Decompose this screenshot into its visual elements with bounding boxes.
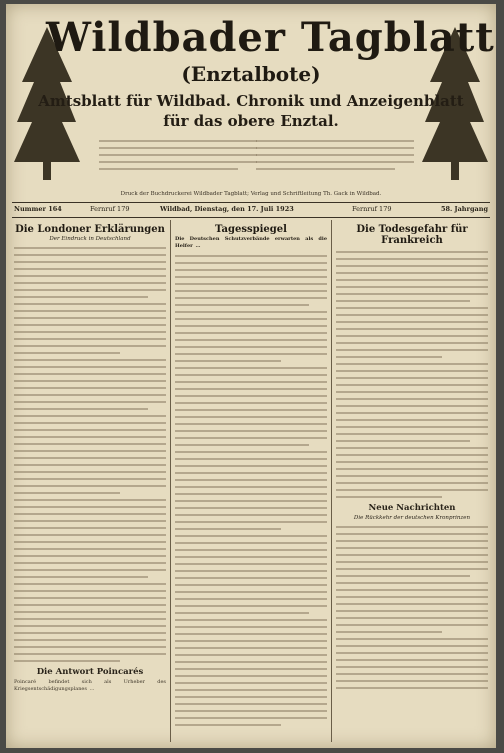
- masthead: [6, 4, 496, 209]
- article-text: [336, 251, 488, 498]
- phone-left: Fernruf 179: [90, 205, 130, 213]
- article-heading: Die Londoner Erklärungen: [15, 224, 165, 235]
- column-separator: [331, 220, 332, 742]
- phone-right: Fernruf 179: [352, 205, 392, 213]
- place-date: Wildbad, Dienstag, den 17. Juli 1923: [160, 205, 294, 213]
- article-text: [175, 255, 327, 726]
- newspaper-title: Wildbader Tagblatt: [46, 14, 495, 61]
- article-lead: Poincaré befindet sich als Urheber des Kriegsentschädigungsplanes …: [14, 679, 166, 693]
- tagline-line-1: Amtsblatt für Wildbad. Chronik und Anzeigenblatt: [38, 92, 464, 110]
- tagline-line-2: für das obere Enztal.: [163, 112, 339, 130]
- newspaper-page: [6, 4, 496, 748]
- article-lead: Die Deutschen Schutzverbände erwarten als die Helfer …: [175, 236, 327, 250]
- issue-number: Nummer 164: [14, 205, 62, 213]
- article-heading: Tagesspiegel: [215, 224, 287, 235]
- article-heading: Die Todesgefahr für Frankreich: [356, 224, 468, 246]
- top-rule: [12, 202, 490, 203]
- subscription-info-block: [99, 135, 257, 175]
- article-subheading: Der Eindruck in Deutschland: [49, 236, 131, 242]
- news-text: [336, 526, 488, 689]
- newspaper-subtitle: (Enztalbote): [181, 62, 321, 86]
- news-heading: Neue Nachrichten: [368, 503, 456, 513]
- news-subheading: Die Rückkehr der deutschen Kronprinzen: [353, 515, 471, 521]
- column-separator: [170, 220, 171, 742]
- dateline: [12, 204, 490, 216]
- printer-imprint: Druck der Buchdruckerei Wildbader Tagblatt; Verlag und Schriftleitung Th. Gack in Wildbad.: [120, 191, 382, 197]
- article-heading: Die Antwort Poincarés: [36, 667, 144, 677]
- bottom-rule: [12, 217, 490, 218]
- column-middle: [175, 222, 327, 742]
- column-right: [336, 222, 488, 742]
- advertising-info-block: [256, 135, 414, 175]
- article-text: [14, 247, 166, 662]
- column-left: [14, 222, 166, 742]
- volume-year: 58. Jahrgang: [440, 205, 488, 213]
